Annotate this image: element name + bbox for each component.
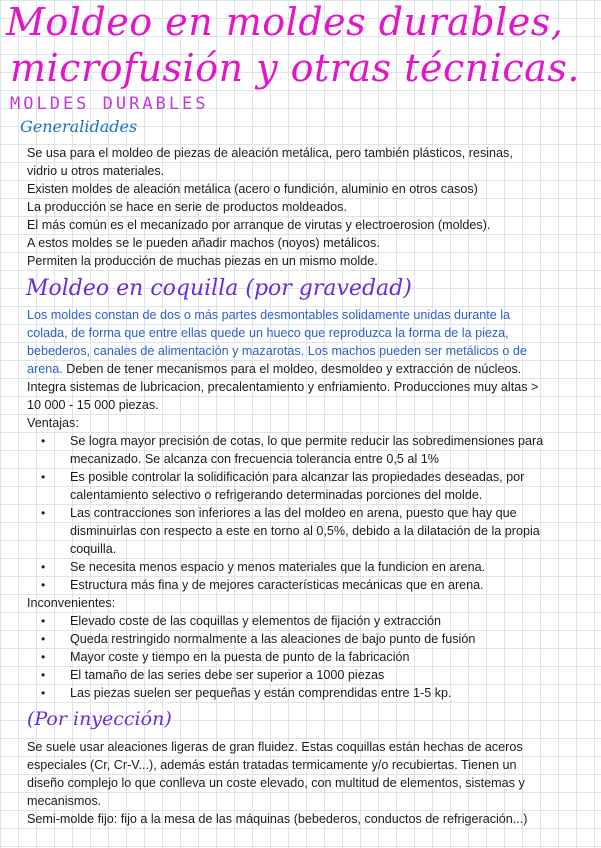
list-item-text: Mayor coste y tiempo en la puesta de punto de la fabricación (70, 650, 410, 664)
list-item (41, 504, 543, 522)
text-line: mecanismos. (27, 794, 102, 808)
highlight-line: Los moldes constan de dos o más partes desmontables solidamente unidas durante la (27, 308, 511, 322)
text-line: Se suele usar aleaciones ligeras de gran fluidez. Estas coquillas están hechas de aceros (27, 740, 523, 754)
list-item (41, 558, 543, 576)
generalidades-heading: Generalidades (20, 117, 138, 136)
bullet: • (41, 650, 46, 664)
list-item-text: Se logra mayor precisión de cotas, lo que permite reducir las sobredimensiones para (70, 434, 544, 448)
ventajas-label: Ventajas: (27, 416, 79, 430)
inyeccion-heading: (Por inyección) (27, 708, 172, 730)
text-line: vidrio u otros materiales. (27, 164, 165, 178)
text-line (27, 360, 521, 378)
inconvenientes-list (41, 612, 476, 702)
text-line: Se usa para el moldeo de piezas de aleación metálica, pero también plásticos, resinas, (27, 146, 513, 160)
list-item (41, 684, 475, 702)
bullet: • (41, 434, 46, 448)
page-title-line-1: Moldeo en moldes durables, (6, 0, 564, 44)
list-item-continuation: calentamiento selectivo o refrigerando determinadas porciones del molde. (70, 488, 483, 502)
bullet: • (41, 506, 46, 520)
list-item-text: Las piezas suelen ser pequeñas y están comprendidas entre 1-5 kp. (70, 686, 452, 700)
text-line: Integra sistemas de lubricacion, precalentamiento y enfriamiento. Producciones muy altas > (27, 380, 539, 394)
bullet: • (41, 632, 46, 646)
text-line: La producción se hace en serie de productos moldeados. (27, 200, 347, 214)
text-line: Semi-molde fijo: fijo a la mesa de las máquinas (bebederos, conductos de refrigeración...) (27, 812, 528, 826)
list-item (41, 576, 543, 594)
highlight-line: colada, de forma que entre ellas quede un hueco que reproduzca la forma de la pieza, (27, 326, 509, 340)
text-line: 10 000 - 15 000 piezas. (27, 398, 159, 412)
list-item (41, 666, 475, 684)
list-item (41, 630, 476, 648)
list-item-text: El tamaño de las series debe ser superior a 1000 piezas (70, 668, 385, 682)
list-item-continuation: disminuirlas con respecto a este en torno al 0,5%, debido a la dilatación de la propia (70, 524, 540, 538)
text-line: Permiten la producción de muchas piezas en un mismo molde. (27, 254, 378, 268)
bullet: • (41, 578, 46, 592)
highlight-word: arena. (27, 362, 63, 376)
highlight-line: bebederos, canales de alimentación y mazarotas. Los machos pueden ser metálicos o de (27, 344, 527, 358)
text-line: especiales (Cr, Cr-V...), además están tratadas termicamente y/o recubiertas. Tienen un (27, 758, 517, 772)
list-item (41, 612, 475, 630)
inconvenientes-label: Inconvenientes: (27, 596, 116, 610)
list-item (41, 468, 543, 486)
bullet: • (41, 614, 46, 628)
bullet: • (41, 560, 46, 574)
list-item-text: Se necesita menos espacio y menos materiales que la fundicion en arena. (70, 560, 486, 574)
text-line: Existen moldes de aleación metálica (acero o fundición, aluminio en otros casos) (27, 182, 478, 196)
list-item-text: Es posible controlar la solidificación para alcanzar las propiedades deseadas, por (70, 470, 525, 484)
ventajas-list (41, 432, 544, 594)
text-span: Deben de tener mecanismos para el moldeo, desmoldeo y extracción de núcleos. (62, 362, 522, 376)
coquilla-heading: Moldeo en coquilla (por gravedad) (26, 276, 412, 301)
list-item-text: Las contracciones son inferiores a las del moldeo en arena, puesto que hay que (70, 506, 517, 520)
page-title-line-2: microfusión y otras técnicas. (10, 46, 580, 90)
list-item (41, 432, 544, 450)
bullet: • (41, 686, 46, 700)
list-item-continuation: coquilla. (70, 542, 117, 556)
list-item-text: Elevado coste de las coquillas y elementos de fijación y extracción (70, 614, 442, 628)
list-item-text: Queda restringido normalmente a las aleaciones de bajo punto de fusión (70, 632, 476, 646)
bullet: • (41, 470, 46, 484)
list-item (41, 648, 475, 666)
text-line: El más común es el mecanizado por arranque de virutas y electroerosion (moldes). (27, 218, 491, 232)
list-item-continuation: mecanizado. Se alcanza con frecuencia tolerancia entre 0,5 al 1% (70, 452, 439, 466)
list-item-text: Estructura más fina y de mejores características mecánicas que en arena. (70, 578, 484, 592)
text-line: A estos moldes se le pueden añadir machos (noyos) metálicos. (27, 236, 380, 250)
bullet: • (41, 668, 46, 682)
section-heading: MOLDES DURABLES (10, 94, 209, 114)
text-line: diseño complejo lo que conlleva un coste elevado, con multitud de elementos, sistemas y (27, 776, 525, 790)
